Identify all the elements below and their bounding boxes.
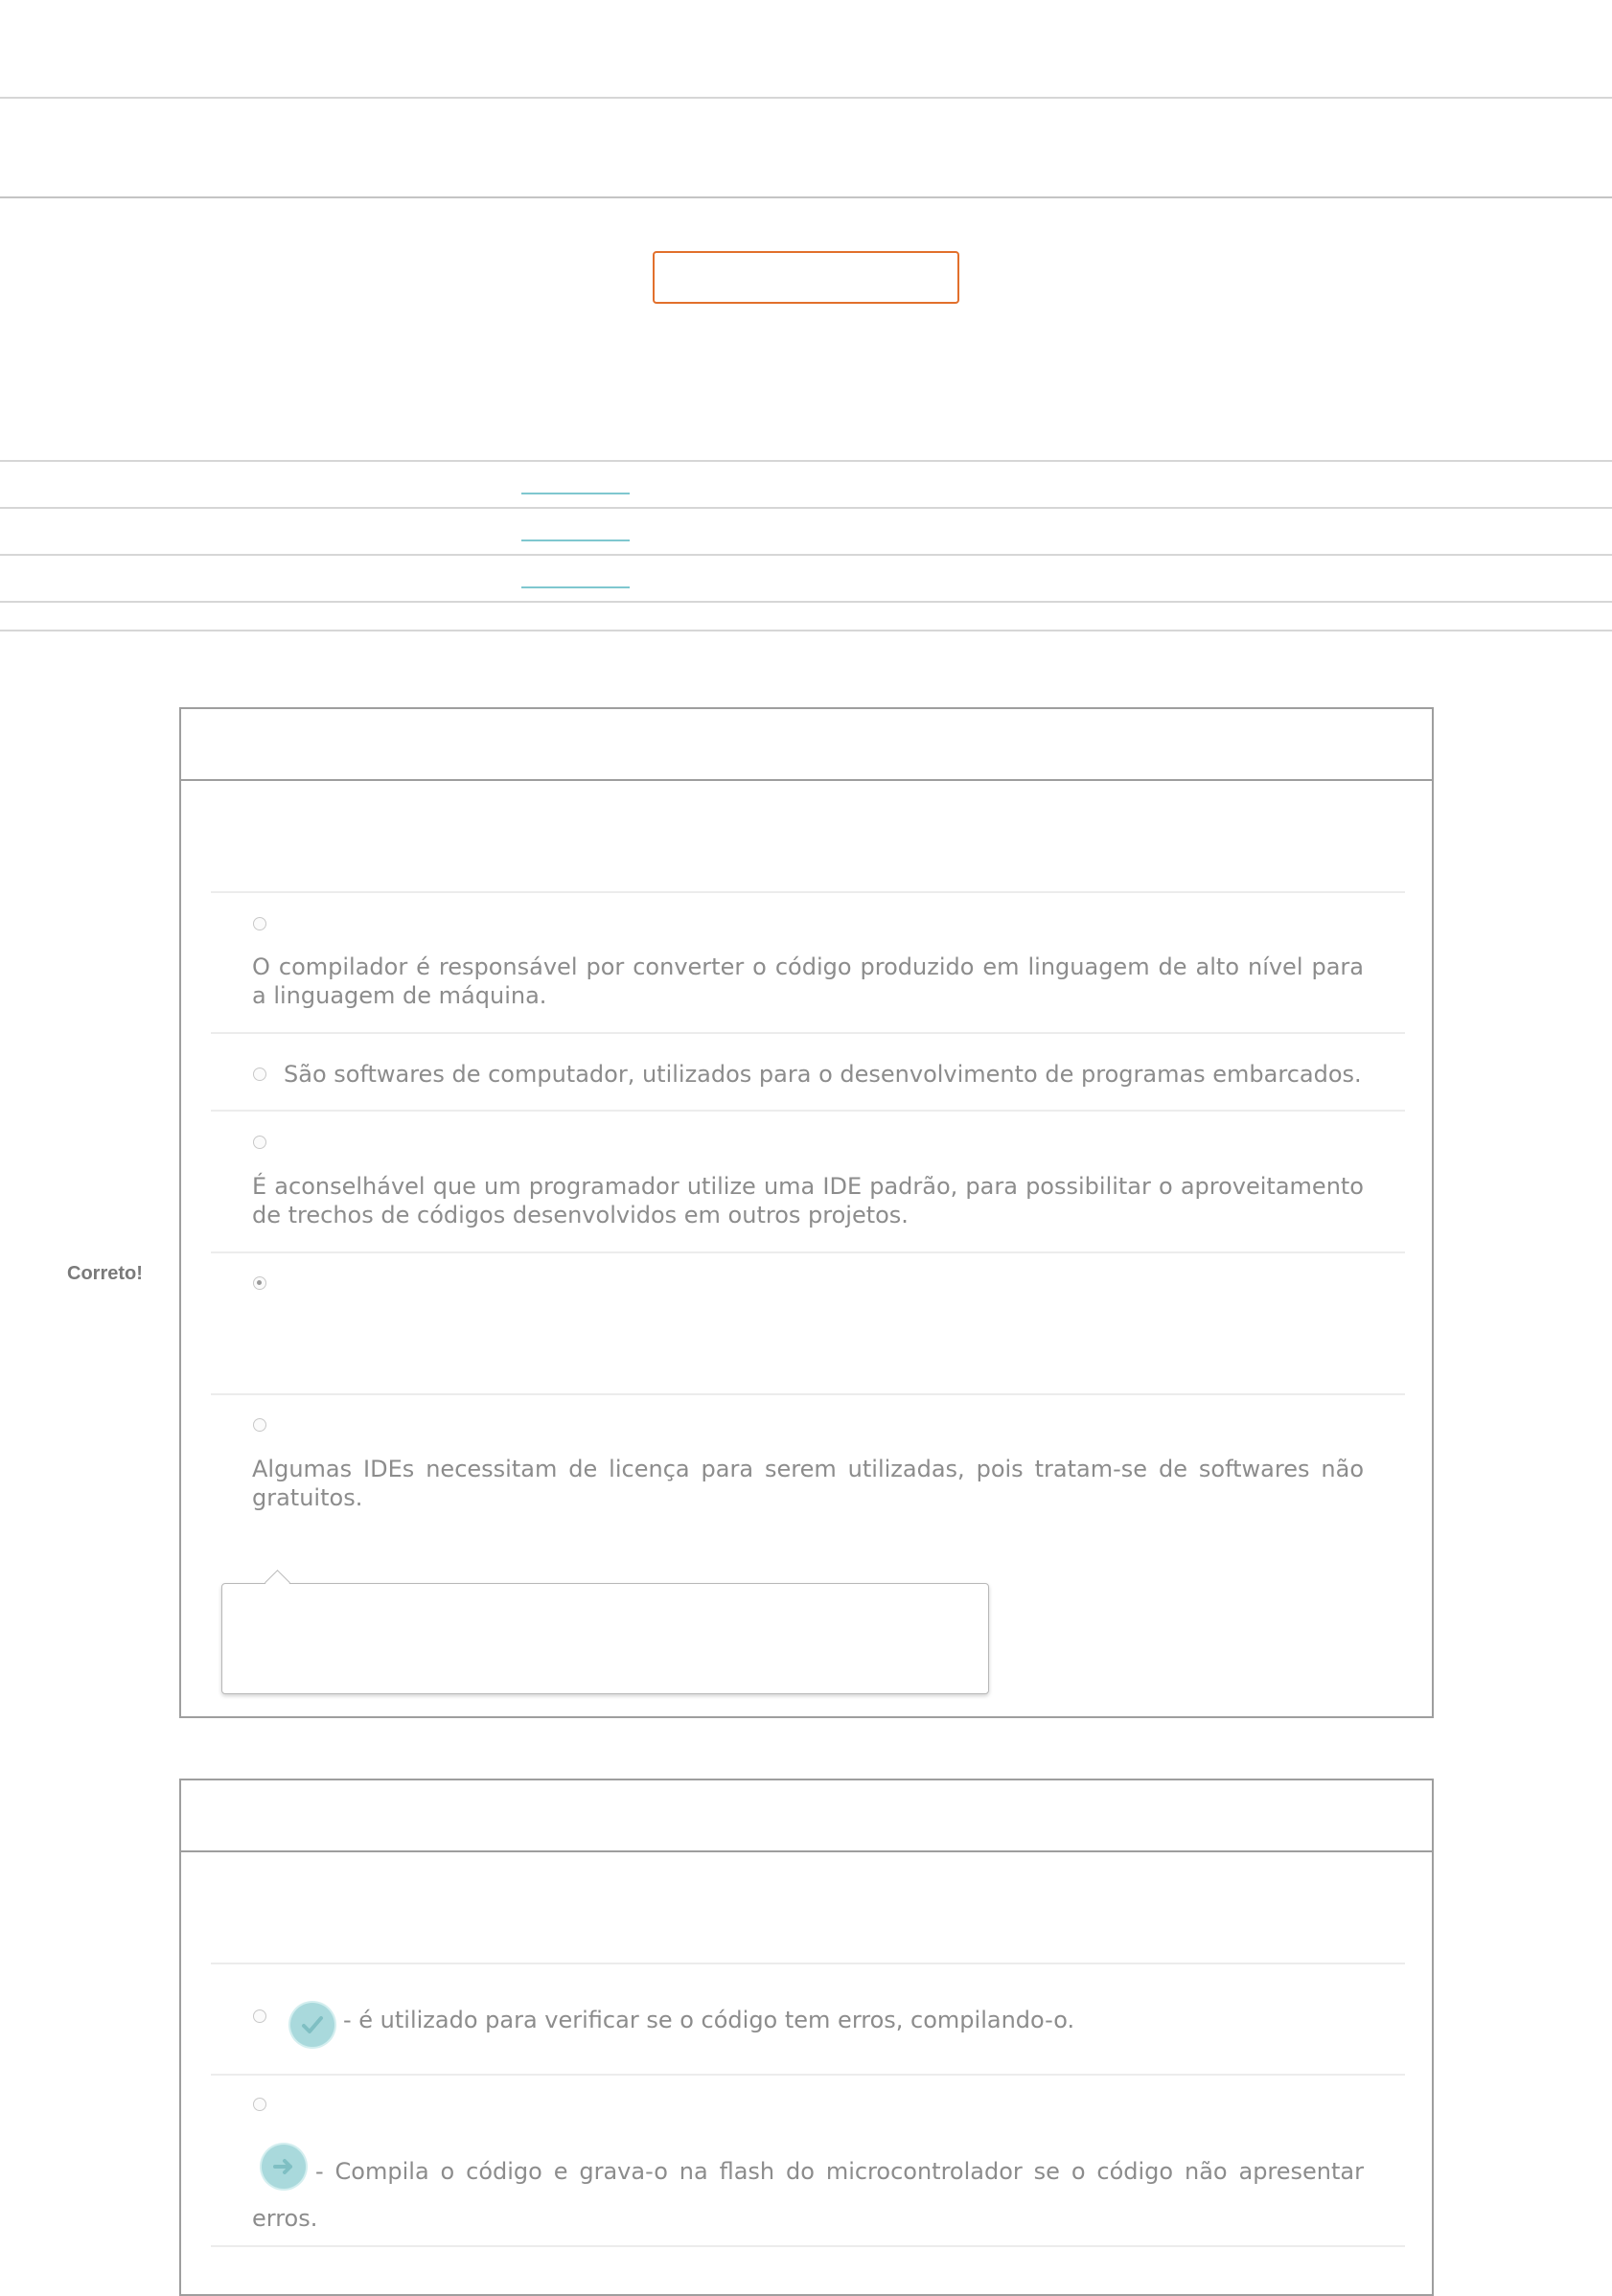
answer-separator (211, 1032, 1405, 1034)
answer-separator (211, 1251, 1405, 1253)
answer-radio-2[interactable] (253, 2098, 266, 2111)
info-section-bottom (0, 630, 1612, 631)
info-link-3[interactable] (521, 586, 630, 588)
answer-radio-4-selected[interactable] (253, 1276, 266, 1290)
question-header (181, 1780, 1432, 1852)
nav-divider (0, 196, 1612, 198)
info-row-divider-1 (0, 460, 1612, 462)
answer-radio-1[interactable] (253, 2009, 266, 2023)
answer-separator (211, 1110, 1405, 1112)
answer-separator (211, 2074, 1405, 2076)
answer-separator (211, 1963, 1405, 1964)
answer-radio-5[interactable] (253, 1418, 266, 1432)
take-quiz-button[interactable] (653, 251, 959, 304)
info-row-divider-3 (0, 554, 1612, 556)
answer-separator (211, 1393, 1405, 1395)
verify-check-icon (290, 2003, 334, 2047)
check-icon (290, 2003, 334, 2047)
answer-text-2: São softwares de computador, utilizados para o desenvolvimento de programas embarcados. (284, 1061, 1362, 1088)
answer-separator (211, 2245, 1405, 2247)
answer-text-5: Algumas IDEs necessitam de licença para serem utilizadas, pois tratam-se de softwares não gratuitos. (252, 1456, 1364, 1511)
question-card-1 (179, 707, 1434, 1718)
header-divider (0, 97, 1612, 99)
info-link-1[interactable] (521, 493, 630, 494)
question-card-2 (179, 1779, 1434, 2296)
info-row-divider-2 (0, 507, 1612, 509)
answer-radio-3[interactable] (253, 1136, 266, 1149)
answer-separator (211, 891, 1405, 893)
answer-text-2: - Compila o código e grava-o na flash do microcontrolador se o código não apresentar erros. (252, 2158, 1364, 2232)
answer-text-1: - é utilizado para verificar se o código tem erros, compilando-o. (343, 2007, 1075, 2033)
info-link-2[interactable] (521, 540, 630, 541)
answer-text-1: O compilador é responsável por converter o código produzido em linguagem de alto nível para a linguagem de máquina. (252, 953, 1364, 1009)
info-row-divider-4 (0, 601, 1612, 603)
answer-radio-2[interactable] (253, 1068, 266, 1081)
answer-comment-box (221, 1583, 989, 1694)
correct-answer-label: Correto! (67, 1263, 143, 1284)
answer-radio-1[interactable] (253, 917, 266, 930)
question-header (181, 709, 1432, 781)
answer-text-3: É aconselhável que um programador utilize uma IDE padrão, para possibilitar o aproveitamento de trechos de códigos desenvolvidos em outros projetos. (252, 1173, 1364, 1228)
